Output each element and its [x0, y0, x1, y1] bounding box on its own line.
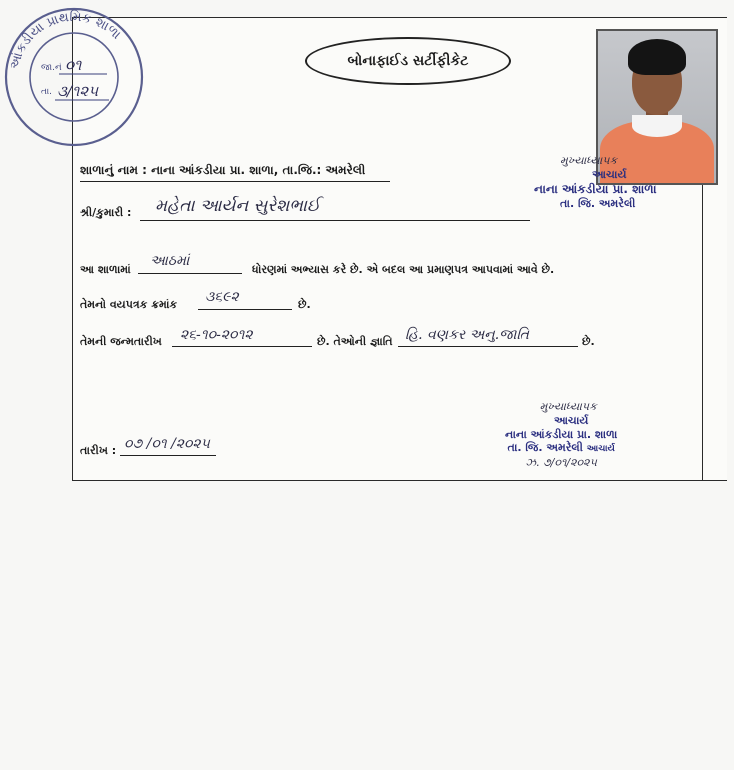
principal-stamp: [505, 400, 617, 469]
photo-stamp-sign: મુખ્યાધ્યાપક: [560, 154, 618, 167]
date-value: ૦૭ /૦૧ /૨૦૨૫: [124, 436, 210, 452]
photo-stamp-school: નાના આંકડીયા પ્રા. શાળા: [534, 181, 657, 196]
birth-mid: છે. તેઓની જ્ઞાતિ: [317, 335, 393, 348]
seal-no-value: ૦૧: [65, 56, 82, 74]
seal-ring-text: આંકડીયા પ્રાથમિક શાળા: [7, 9, 124, 71]
principal-extra: આચાર્ય: [586, 444, 615, 455]
standard-value: આઠમાં: [150, 253, 190, 269]
register-label: તેમનો વયપત્રક ક્રમાંક: [80, 298, 178, 311]
seal-no-label: જા.નં: [41, 63, 62, 73]
photo-stamp: [534, 154, 657, 210]
principal-sign: મુખ્યાધ્યાપક: [539, 400, 597, 413]
photo-stamp-title: આચાર્ય: [592, 167, 627, 181]
seal-date-label: તા.: [41, 87, 53, 97]
caste-value: હિ. વણકર અનુ.જાતિ: [405, 327, 529, 343]
register-value: ૩૬૯૨: [205, 289, 239, 305]
date-label: તારીખ :: [80, 444, 117, 457]
principal-school: નાના આંકડીયા પ્રા. શાળા: [505, 427, 618, 441]
seal-date-value: ૩/૧૨૫: [57, 82, 99, 100]
school-value: નાના આંકડીયા પ્રા. શાળા, તા.જિ.: અમરેલી: [151, 163, 366, 177]
birth-value: ૨૬-૧૦-૨૦૧૨: [180, 327, 253, 343]
school-row: [80, 163, 365, 178]
school-seal: [3, 6, 145, 148]
birth-label: તેમની જન્મતારીખ: [80, 335, 162, 348]
student-name: મહેતા આર્યન સુરેશભાઈ: [155, 196, 321, 216]
student-label: શ્રી/કુમારી :: [80, 206, 132, 219]
photo-stamp-district: તા. જિ. અમરેલી: [560, 196, 636, 210]
principal-ref: ઝ. ૭/૦૧/૨૦૨૫: [525, 455, 597, 469]
standard-suffix: ધોરણમાં અભ્યાસ કરે છે. એ બદલ આ પ્રમાણપત્ર આપવામાં આવે છે.: [252, 263, 555, 276]
birth-suffix: છે.: [582, 335, 595, 348]
principal-district: [505, 441, 617, 455]
frame-right-edge: [702, 180, 703, 480]
principal-district-text: તા. જિ. અમરેલી: [507, 441, 583, 455]
principal-title: આચાર્ય: [553, 413, 589, 427]
school-label: શાળાનું નામ :: [80, 163, 147, 177]
certificate-title: બોનાફાઈડ સર્ટીફીકેટ: [305, 37, 511, 85]
register-suffix: છે.: [298, 298, 311, 311]
standard-prefix: આ શાળામાં: [80, 263, 131, 276]
